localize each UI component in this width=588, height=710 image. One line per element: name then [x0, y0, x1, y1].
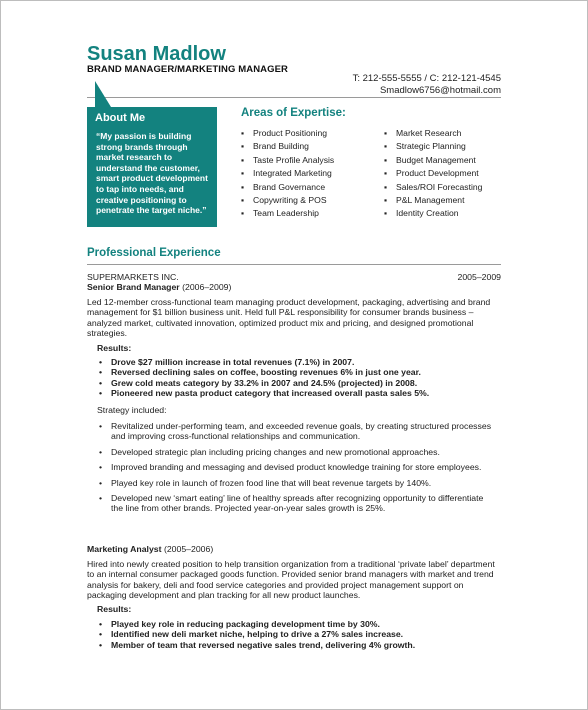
- expertise-list-right: [384, 127, 504, 221]
- expertise-item: ▪ Copywriting & POS: [241, 195, 327, 206]
- role-heading: [87, 282, 231, 292]
- role-title: Marketing Analyst: [87, 544, 162, 554]
- expertise-item: ▪ Taste Profile Analysis: [241, 154, 335, 165]
- email-address: Smadlow6756@hotmail.com: [379, 85, 501, 96]
- results-list: [97, 357, 497, 399]
- role-heading: [87, 544, 213, 554]
- strategy-item: • Developed strategic plan including pricing changes and new promotional approaches.: [97, 447, 497, 457]
- expertise-item: ▪ Identity Creation: [384, 208, 459, 219]
- experience-heading: Professional Experience: [87, 247, 221, 259]
- results-label: Results:: [97, 343, 132, 353]
- about-me-quote: “My passion is building strong brands through market research to understand the customer, smart product development to tap into needs, and creative positioning to penetrate the target niche.”: [96, 131, 208, 216]
- expertise-item: ▪ Product Development: [384, 168, 479, 179]
- about-me-box: [87, 107, 217, 227]
- result-item: • Drove $27 million increase in total revenues (7.1%) in 2007.: [97, 357, 497, 367]
- expertise-item: ▪ Team Leadership: [241, 208, 319, 219]
- company-name: SUPERMARKETS INC.: [87, 272, 179, 282]
- role-title: Senior Brand Manager: [87, 282, 180, 292]
- company-dates: 2005–2009: [457, 272, 501, 282]
- role-description: Hired into newly created position to help transition organization from a traditional ‘private label’ department to an internal consumer packaged goods function. Provided senior brand managers with market and trend analysis for bakery, deli and food service categories and provided project management support on packaging development and plan tracking for all new product launches.: [87, 559, 495, 601]
- about-me-heading: About Me: [95, 112, 146, 124]
- results-list: [97, 619, 497, 650]
- result-item: • Grew cold meats category by 33.2% in 2007 and 24.5% (projected) in 2008.: [97, 378, 497, 388]
- expertise-item: ▪ Brand Governance: [241, 181, 326, 192]
- result-item: • Reversed declining sales on coffee, boosting revenues 6% in just one year.: [97, 367, 497, 377]
- expertise-item: ▪ Brand Building: [241, 141, 309, 152]
- expertise-item: ▪ Sales/ROI Forecasting: [384, 181, 483, 192]
- header-divider: [87, 97, 501, 98]
- strategy-item: • Developed new ‘smart eating’ line of healthy spreads after recognizing opportunity to differentiate the line from other brands. Projected year-on-year sales growth is 25%.: [97, 493, 497, 514]
- role-dates: (2006–2009): [182, 282, 232, 292]
- results-label: Results:: [97, 604, 132, 614]
- speech-bubble-tail: [95, 81, 111, 107]
- result-item: • Played key role in reducing packaging development time by 30%.: [97, 619, 497, 629]
- strategy-list: [97, 421, 497, 519]
- contact-block: [353, 73, 501, 97]
- expertise-item: ▪ Product Positioning: [241, 128, 328, 138]
- candidate-title: BRAND MANAGER/MARKETING MANAGER: [87, 64, 289, 75]
- experience-divider: [87, 264, 501, 265]
- expertise-list-left: [241, 127, 381, 221]
- expertise-item: ▪ P&L Management: [384, 195, 465, 206]
- role-description: Led 12-member cross-functional team managing product development, packaging, advertising and brand management for $1 billion business unit. Held full P&L responsibility for consumer brands business – analyzed market, cultivated innovation, optimized product mix and pricing, and designed promotional strategies.: [87, 297, 491, 339]
- result-item: • Member of team that reversed negative sales trend, delivering 4% growth.: [97, 640, 497, 650]
- candidate-name: Susan Madlow: [87, 43, 226, 65]
- expertise-item: ▪ Budget Management: [384, 154, 476, 165]
- phone-numbers: T: 212-555-5555 / C: 212-121-4545: [352, 73, 501, 84]
- role-dates: (2005–2006): [163, 544, 214, 554]
- strategy-item: • Played key role in launch of frozen food line that will beat revenue targets by 140%.: [97, 478, 497, 488]
- expertise-item: ▪ Integrated Marketing: [241, 168, 332, 179]
- expertise-item: ▪ Market Research: [384, 128, 462, 138]
- result-item: • Identified new deli market niche, helping to drive a 27% sales increase.: [97, 629, 497, 639]
- expertise-item: ▪ Strategic Planning: [384, 141, 466, 152]
- result-item: • Pioneered new pasta product category that increased overall pasta sales 5%.: [97, 388, 497, 398]
- strategy-item: • Revitalized under-performing team, and exceeded revenue goals, by creating structured processes and improving cross-functional relationships and communication.: [97, 421, 497, 442]
- strategy-item: • Improved branding and messaging and devised product knowledge training for store employees.: [97, 462, 497, 472]
- strategy-label: Strategy included:: [97, 405, 167, 415]
- expertise-heading: Areas of Expertise:: [241, 107, 346, 119]
